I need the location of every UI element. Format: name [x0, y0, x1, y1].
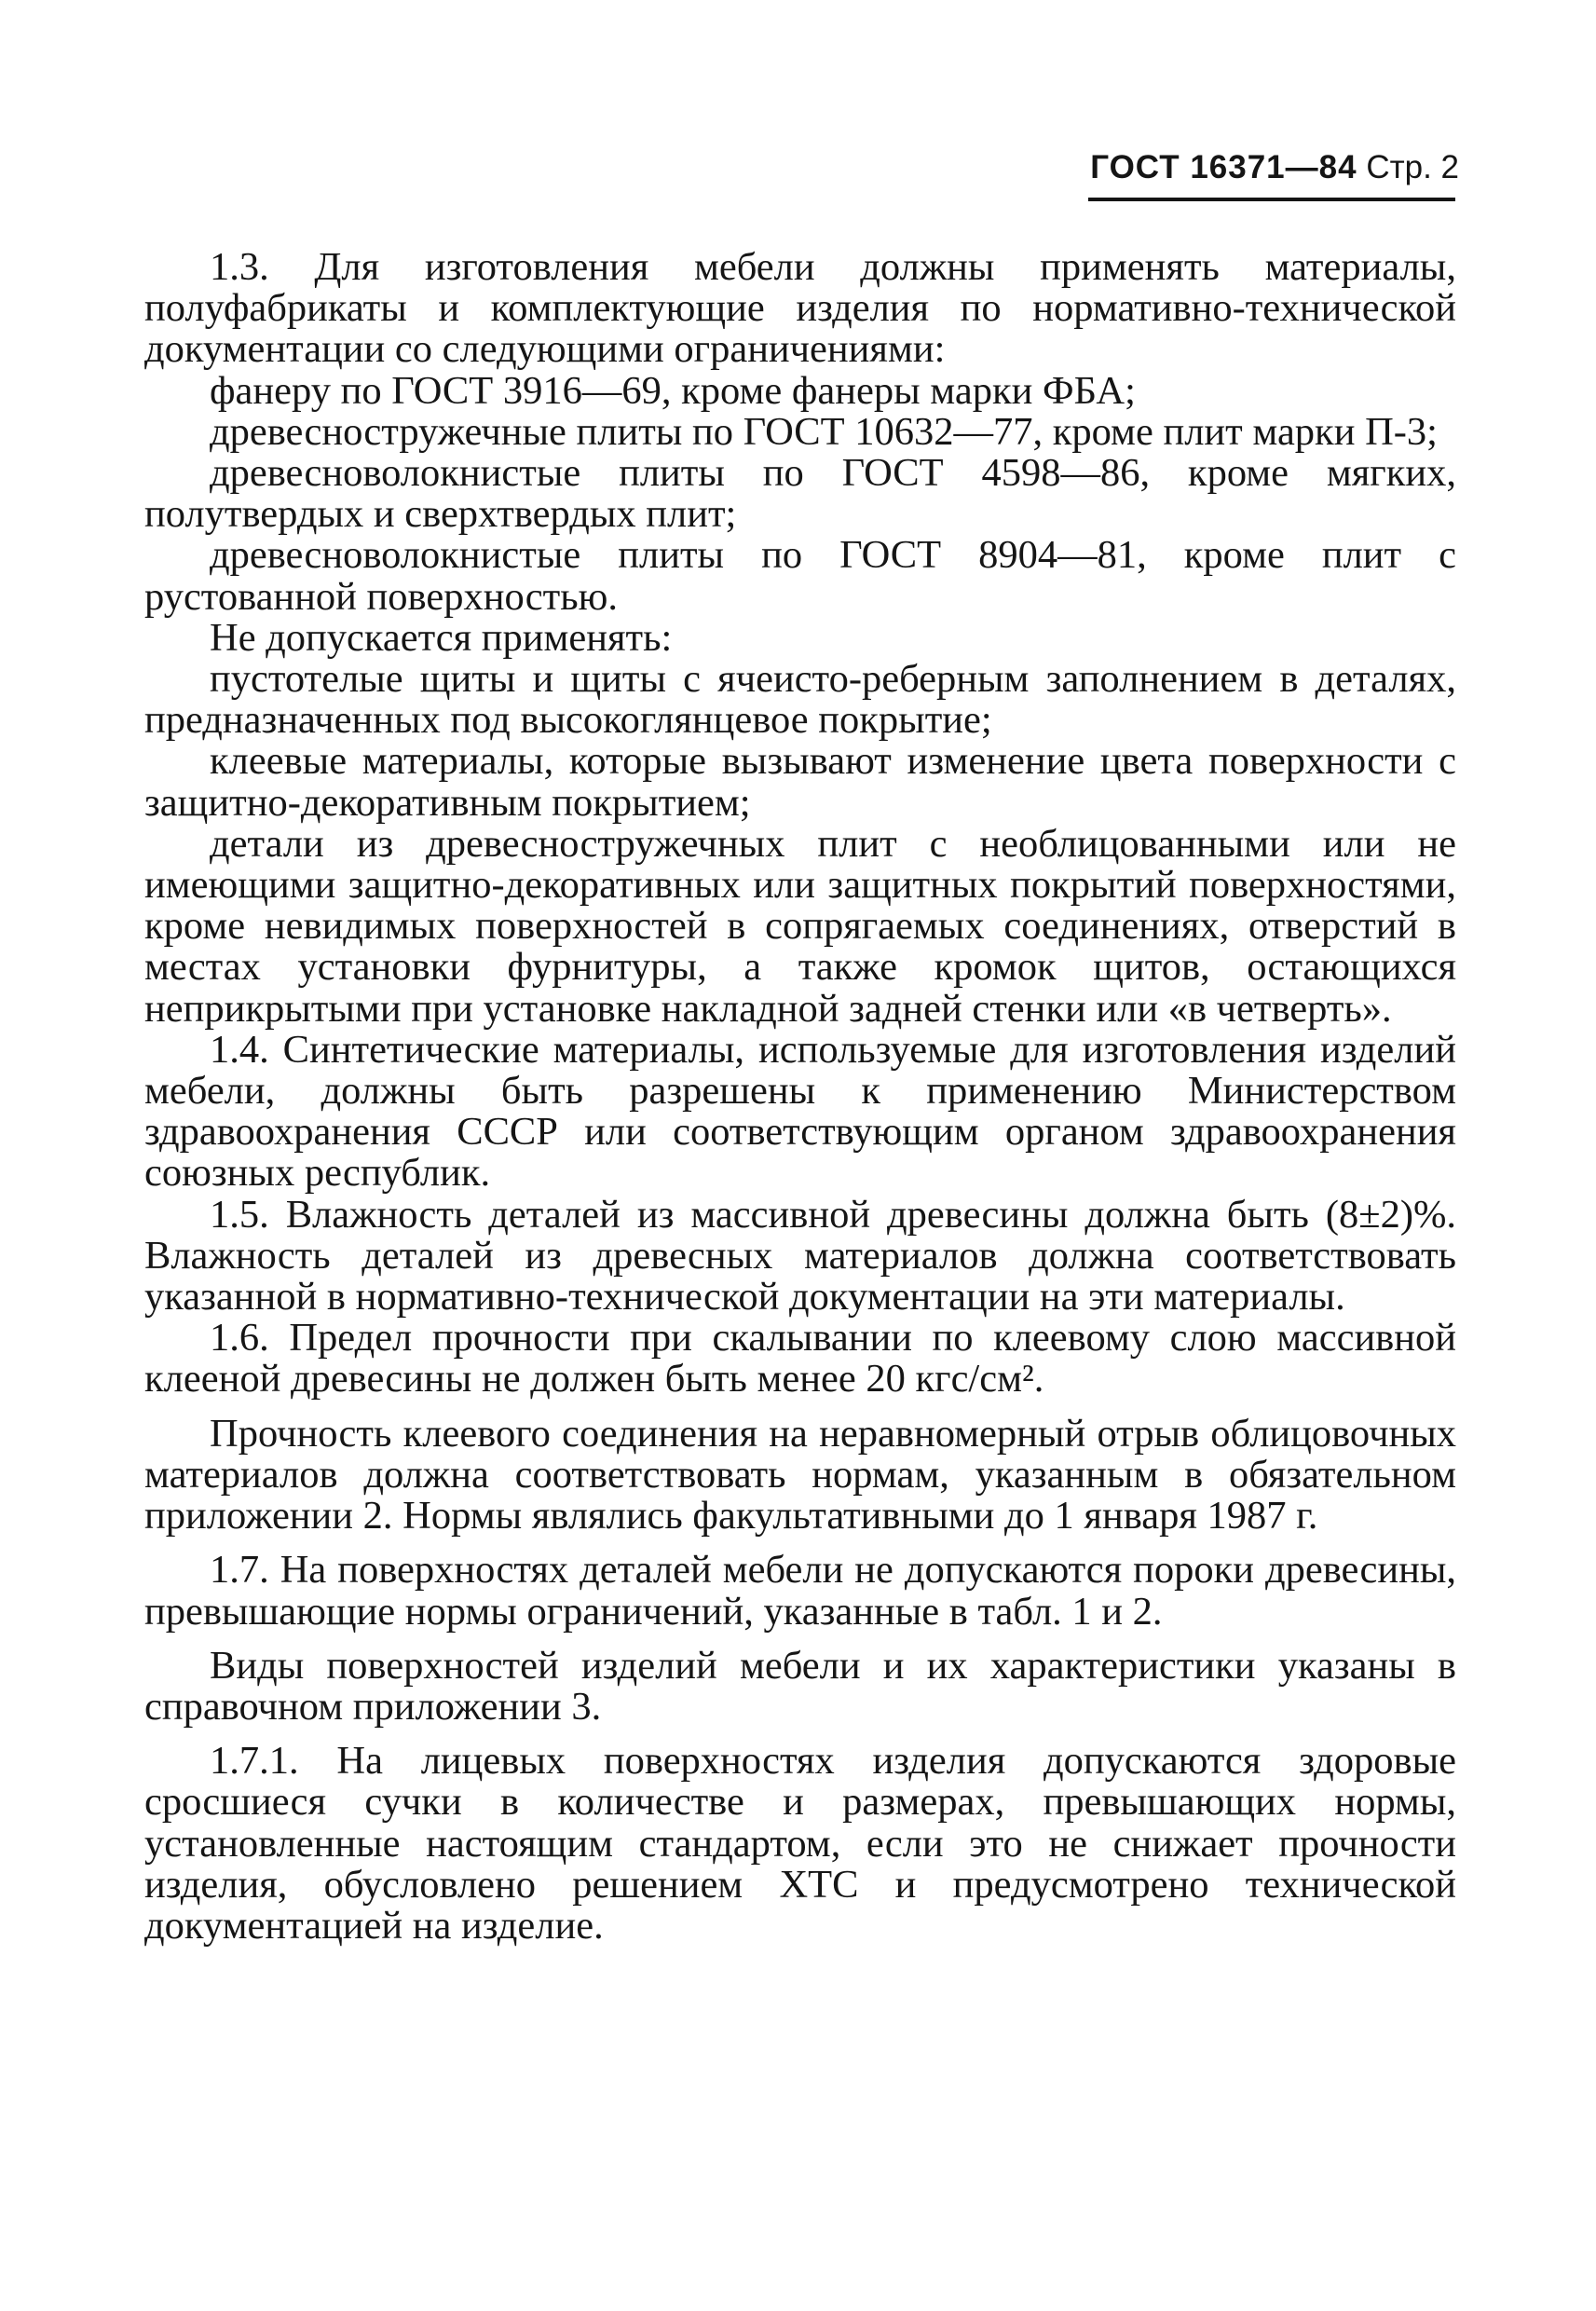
document-body	[144, 247, 1456, 1947]
clause-1-7: 1.7. На поверхностях деталей мебели не допускаются пороки древесины, превышающие нормы ограничений, указанные в табл. 1 и 2.	[144, 1548, 1456, 1634]
clause-1-6: 1.6. Предел прочности при скалывании по клеевому слою массивной клееной древесины не должен быть менее 20 кгс/см².	[144, 1316, 1456, 1402]
clause-1-7-1: 1.7.1. На лицевых поверхностях изделия допускаются здоровые сросшиеся сучки в количестве и размерах, превышающих нормы, установленные настоящим стандартом, если это не снижает прочности изделия, обусловлено решением ХТС и предусмотрено технической документацией на изделие.	[144, 1739, 1456, 1948]
clause-1-6-bond-strength: Прочность клеевого соединения на неравномерный отрыв облицовочных материалов должна соответствовать нормам, указанным в обязательном приложении 2. Нормы являлись факультативными до 1 января 1987 г.	[144, 1411, 1456, 1538]
list-item-particleboard: древесностружечные плиты по ГОСТ 10632—77, кроме плит марки П-3;	[210, 409, 1438, 454]
list-item-fiberboard-8904: древесноволокнистые плиты по ГОСТ 8904—81, кроме плит с рустованной поверхностью.	[144, 533, 1456, 619]
list-item-plywood: фанеру по ГОСТ 3916—69, кроме фанеры марки ФБА;	[210, 368, 1136, 413]
page-number: Стр. 2	[1366, 149, 1459, 185]
clause-1-5: 1.5. Влажность деталей из массивной древесины должна быть (8±2)%. Влажность деталей из древесных материалов должна соответствовать указанной в нормативно-технической документации на эти материалы.	[144, 1192, 1456, 1320]
standard-number: ГОСТ 16371—84	[1090, 149, 1357, 185]
list-item-fiberboard-4598: древесноволокнистые плиты по ГОСТ 4598—86, кроме мягких, полутвердых и сверхтвердых плит;	[144, 451, 1456, 537]
header-rule	[1088, 198, 1455, 201]
clause-1-4: 1.4. Синтетические материалы, используемые для изготовления изделий мебели, должны быть разрешены к применению Министерством здравоохранения СССР или соответствующим органом здравоохранения союзных республик.	[144, 1027, 1456, 1196]
clause-1-3: 1.3. Для изготовления мебели должны применять материалы, полуфабрикаты и комплектующие изделия по нормативно-технической документации со следующими ограничениями:	[144, 245, 1456, 372]
list-item-adhesives: клеевые материалы, которые вызывают изменение цвета поверхности с защитно-декоративным покрытием;	[144, 739, 1456, 825]
page-header	[1090, 147, 1459, 188]
list-item-unfaced-parts: детали из древесностружечных плит с необлицованными или не имеющими защитно-декоративных или защитных покрытий поверхностями, кроме невидимых поверхностей в сопрягаемых соединениях, отверстий в местах установки фурнитуры, а также кромок щитов, остающихся неприкрытыми при установке накладной задней стенки или «в четверть».	[144, 821, 1456, 1031]
not-allowed-heading: Не допускается применять:	[210, 615, 673, 660]
clause-1-7-surface-types: Виды поверхностей изделий мебели и их характеристики указаны в справочном приложении 3.	[144, 1643, 1456, 1729]
list-item-hollow-panels: пустотелые щиты и щиты с ячеисто-реберным заполнением в деталях, предназначенных под высокоглянцевое покрытие;	[144, 657, 1456, 743]
